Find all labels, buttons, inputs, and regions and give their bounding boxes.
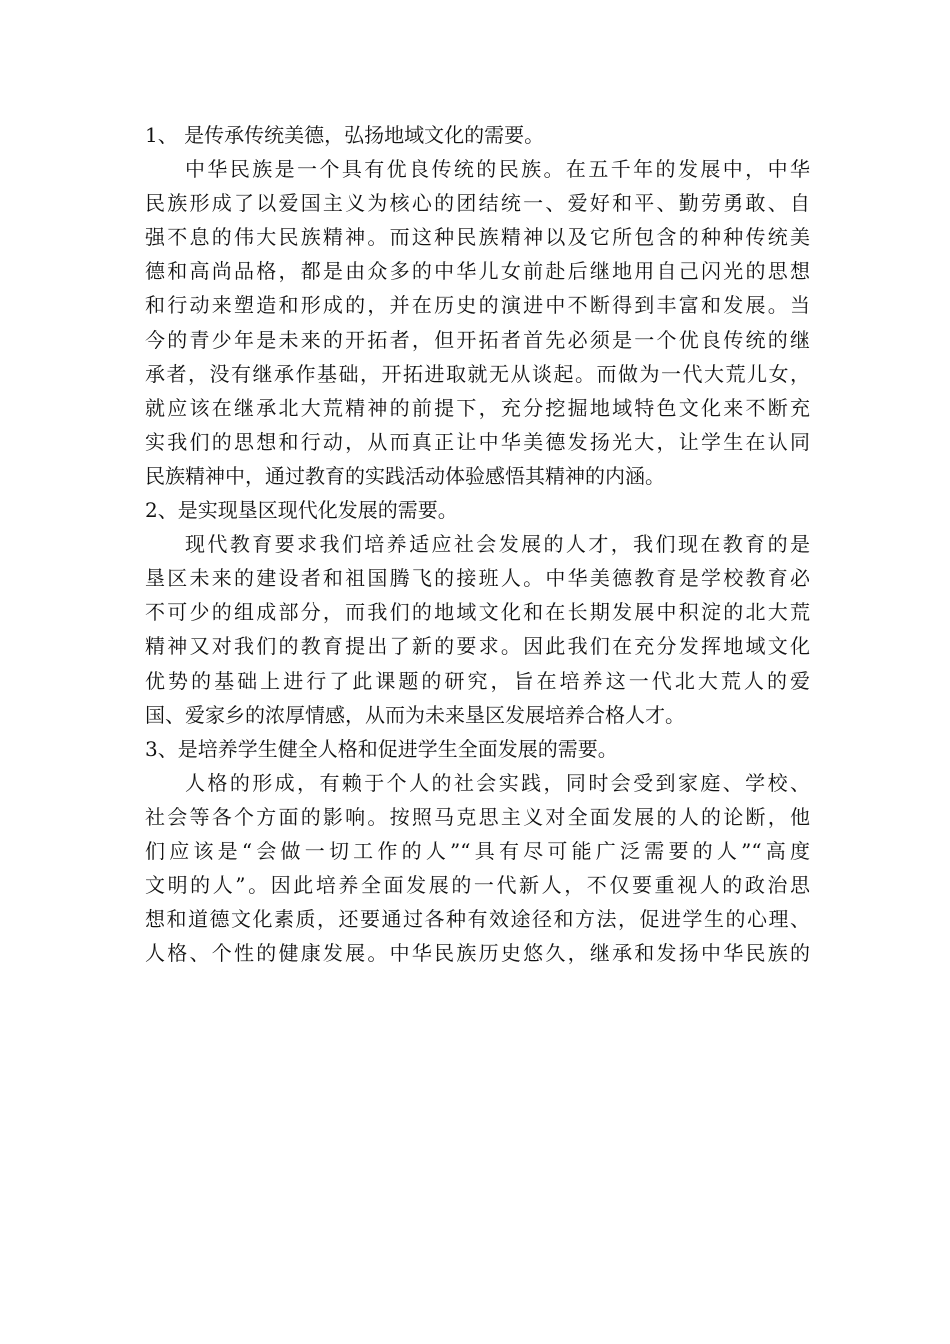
document-body [145,118,810,970]
paragraph-3-line: 们应该是“会做一切工作的人”“具有尽可能广泛需要的人”“高度 [145,838,810,863]
paragraph-1-line: 民族形成了以爱国主义为核心的团结统一、爱好和平、勤劳勇敢、自 [145,191,810,216]
paragraph-2-line: 国、爱家乡的浓厚情感，从而为未来垦区发展培养合格人才。 [145,702,685,727]
paragraph-3-line: 人格、个性的健康发展。中华民族历史悠久，继承和发扬中华民族的 [145,941,810,966]
paragraph-1-line: 民族精神中，通过教育的实践活动体验感悟其精神的内涵。 [145,463,665,488]
paragraph-1-line: 中华民族是一个具有优良传统的民族。在五千年的发展中，中华 [185,157,810,182]
paragraph-1-line: 和行动来塑造和形成的，并在历史的演进中不断得到丰富和发展。当 [145,293,810,318]
paragraph-2-line: 现代教育要求我们培养适应社会发展的人才，我们现在教育的是 [185,532,810,557]
paragraph-3-line: 想和道德文化素质，还要通过各种有效途径和方法，促进学生的心理、 [145,907,810,932]
paragraph-1-line: 实我们的思想和行动，从而真正让中华美德发扬光大，让学生在认同 [145,429,810,454]
paragraph-3-line: 人格的形成，有赖于个人的社会实践，同时会受到家庭、学校、 [185,770,810,795]
section-heading-1: 1、 是传承传统美德，弘扬地域文化的需要。 [145,123,545,147]
paragraph-1-line: 德和高尚品格，都是由众多的中华儿女前赴后继地用自己闪光的思想 [145,259,810,284]
paragraph-2-line: 精神又对我们的教育提出了新的要求。因此我们在充分发挥地域文化 [145,634,810,659]
paragraph-2-line: 不可少的组成部分，而我们的地域文化和在长期发展中积淀的北大荒 [145,600,810,625]
paragraph-1-line: 今的青少年是未来的开拓者，但开拓者首先必须是一个优良传统的继 [145,327,810,352]
section-heading-3: 3、是培养学生健全人格和促进学生全面发展的需要。 [145,736,618,761]
paragraph-2-line: 垦区未来的建设者和祖国腾飞的接班人。中华美德教育是学校教育必 [145,566,810,591]
paragraph-3-line: 文明的人”。因此培养全面发展的一代新人，不仅要重视人的政治思 [145,873,810,898]
paragraph-1-line: 就应该在继承北大荒精神的前提下，充分挖掘地域特色文化来不断充 [145,395,810,420]
paragraph-2-line: 优势的基础上进行了此课题的研究，旨在培养这一代北大荒人的爱 [145,668,810,693]
paragraph-1-line: 承者，没有继承作基础，开拓进取就无从谈起。而做为一代大荒儿女， [145,361,810,386]
section-heading-2: 2、是实现垦区现代化发展的需要。 [145,498,458,523]
paragraph-1-line: 强不息的伟大民族精神。而这种民族精神以及它所包含的种种传统美 [145,225,810,250]
paragraph-3-line: 社会等各个方面的影响。按照马克思主义对全面发展的人的论断，他 [145,804,810,829]
